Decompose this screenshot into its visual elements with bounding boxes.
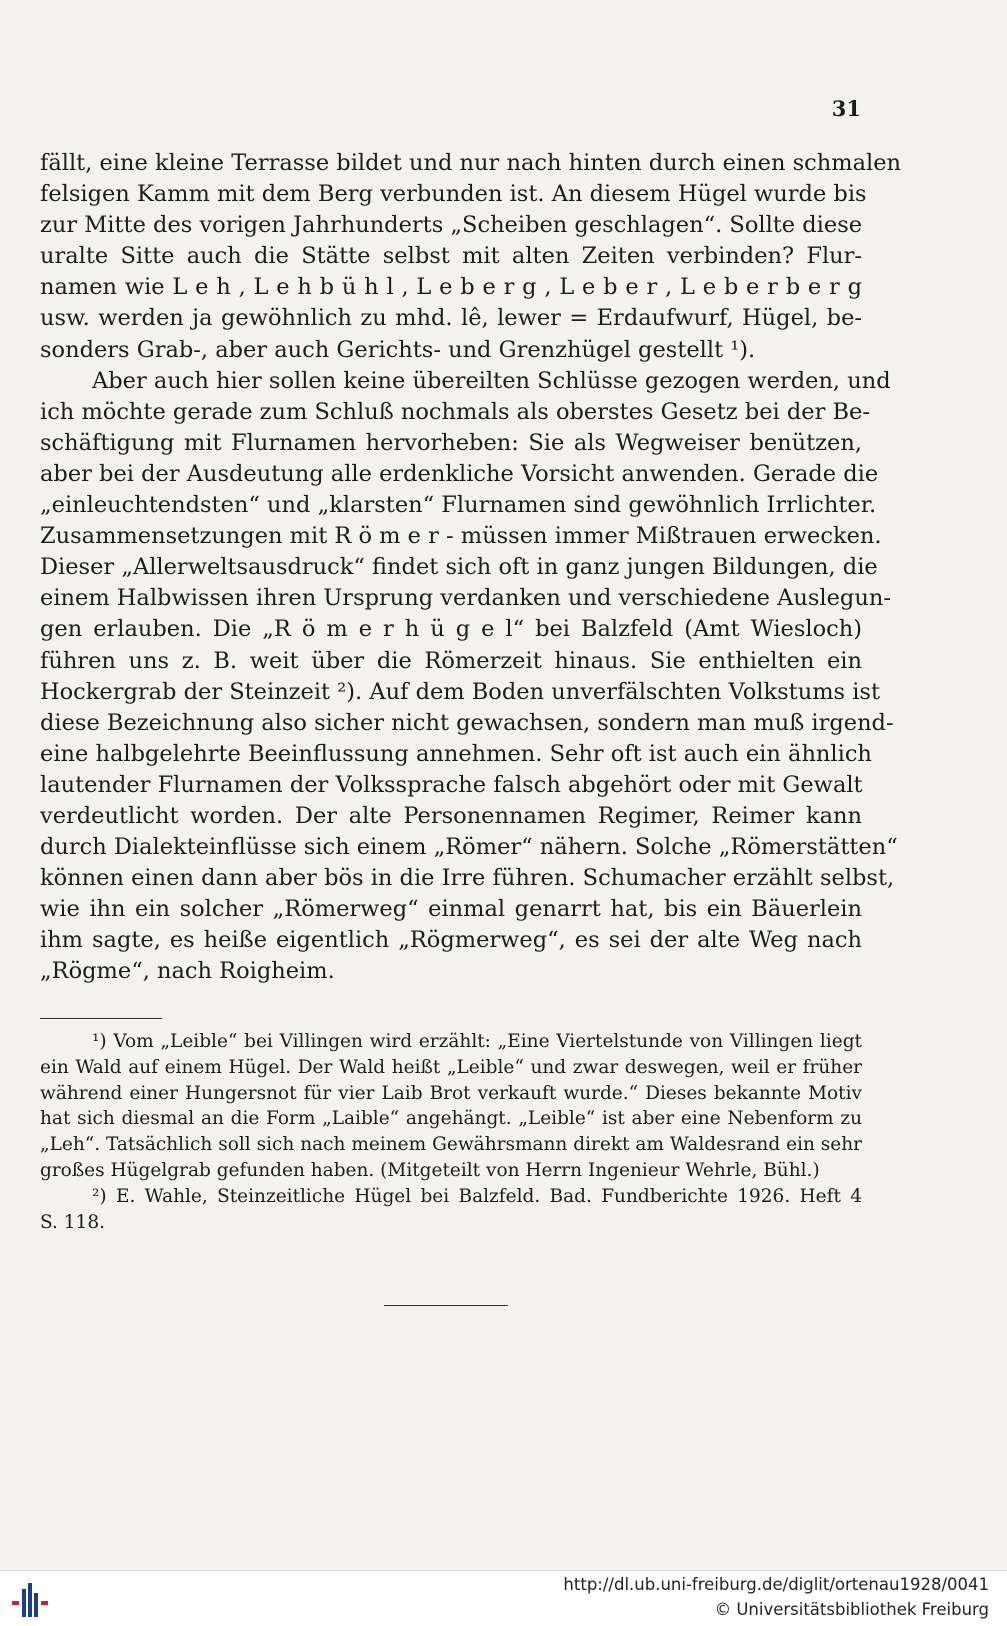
body-line: Zusammensetzungen mit R ö m e r - müssen immer Mißtrauen erwecken.	[40, 523, 882, 550]
body-line: ich möchte gerade zum Schluß nochmals als oberstes Gesetz bei der Be-	[40, 398, 870, 425]
footnote-line: großes Hügelgrab gefunden haben. (Mitgeteilt von Herrn Ingenieur Wehrle, Bühl.)	[40, 1159, 820, 1181]
footnote-separator	[40, 1018, 162, 1019]
body-line: fällt, eine kleine Terrasse bildet und nur nach hinten durch einen schmalen	[40, 150, 902, 176]
body-line: namen wie L e h , L e h b ü h l , L e b e r g , L e b e r , L e b e r b e r g	[40, 274, 862, 301]
body-text	[40, 148, 902, 988]
body-line: einem Halbwissen ihren Ursprung verdanken und verschiedene Auslegun-	[40, 585, 891, 612]
body-line: Hockergrab der Steinzeit ²). Auf dem Boden unverfälschten Volkstums ist	[40, 678, 881, 705]
body-line: usw. werden ja gewöhnlich zu mhd. lê, lewer = Erdaufwurf, Hügel, be-	[40, 305, 862, 332]
body-line: felsigen Kamm mit dem Berg verbunden ist. An diesem Hügel wurde bis	[40, 181, 867, 208]
body-line: können einen dann aber bös in die Irre führen. Schumacher erzählt selbst,	[40, 865, 895, 892]
footnote-line: S. 118.	[40, 1211, 105, 1233]
footnote-line: hat sich diesmal an die Form „Laible“ angehängt. „Leible“ ist aber eine Nebenform zu	[40, 1108, 862, 1130]
body-line: durch Dialekteinflüsse sich einem „Römer“ nähern. Solche „Römerstätten“	[40, 834, 898, 861]
footnotes	[40, 1029, 862, 1235]
body-line: „Rögme“, nach Roigheim.	[40, 958, 335, 985]
permalink-url[interactable]: http://dl.ub.uni-freiburg.de/diglit/ortenau1928/0041	[563, 1575, 989, 1594]
end-separator	[384, 1305, 508, 1306]
body-line: lautender Flurnamen der Volkssprache falsch abgehört oder mit Gewalt	[40, 771, 863, 798]
body-line: ihm sagte, es heiße eigentlich „Rögmerweg“, es sei der alte Weg nach	[40, 927, 862, 954]
body-line: uralte Sitte auch die Stätte selbst mit alten Zeiten verbinden? Flur-	[40, 243, 862, 270]
body-line: eine halbgelehrte Beeinflussung annehmen. Sehr oft ist auch ein ähnlich	[40, 740, 872, 767]
body-line: wie ihn ein solcher „Römerweg“ einmal genarrt hat, bis ein Bäuerlein	[40, 896, 862, 923]
footnote-line: ein Wald auf einem Hügel. Der Wald heißt „Leible“ und zwar deswegen, weil er früher	[40, 1056, 862, 1078]
body-line: Aber auch hier sollen keine übereilten Schlüsse gezogen werden, und	[92, 367, 891, 394]
footnote-line: ²) E. Wahle, Steinzeitliche Hügel bei Balzfeld. Bad. Fundberichte 1926. Heft 4	[92, 1185, 862, 1207]
footnote-line: ¹) Vom „Leible“ bei Villingen wird erzählt: „Eine Viertelstunde von Villingen liegt	[92, 1031, 862, 1052]
footnote-line: während einer Hungersnot für vier Laib Brot verkauft wurde.“ Dieses bekannte Motiv	[40, 1082, 862, 1104]
footnote-line: „Leh“. Tatsächlich soll sich nach meinem Gewährsmann direkt am Waldesrand ein sehr	[40, 1134, 862, 1156]
body-line: „einleuchtendsten“ und „klarsten“ Flurnamen sind gewöhnlich Irrlichter.	[40, 492, 877, 519]
body-line: Dieser „Allerweltsausdruck“ findet sich oft in ganz jungen Bildungen, die	[40, 554, 878, 581]
body-line: zur Mitte des vorigen Jahrhunderts „Scheiben geschlagen“. Sollte diese	[40, 212, 863, 239]
viewer-footer	[0, 1570, 1007, 1626]
library-logo-icon	[10, 1579, 50, 1619]
body-line: schäftigung mit Flurnamen hervorheben: Sie als Wegweiser benützen,	[40, 429, 862, 456]
body-line: verdeutlicht worden. Der alte Personennamen Regimer, Reimer kann	[40, 802, 862, 829]
body-line: sonders Grab-, aber auch Gerichts- und Grenzhügel gestellt ¹).	[40, 336, 756, 363]
body-line: gen erlauben. Die „R ö m e r h ü g e l“ bei Balzfeld (Amt Wiesloch)	[40, 616, 862, 643]
body-line: diese Bezeichnung also sicher nicht gewachsen, sondern man muß irgend-	[40, 709, 894, 736]
body-line: führen uns z. B. weit über die Römerzeit hinaus. Sie enthielten ein	[40, 647, 862, 674]
copyright-notice: © Universitätsbibliothek Freiburg	[714, 1600, 989, 1619]
page-number: 31	[831, 96, 861, 121]
body-line: aber bei der Ausdeutung alle erdenkliche Vorsicht anwenden. Gerade die	[40, 460, 879, 487]
